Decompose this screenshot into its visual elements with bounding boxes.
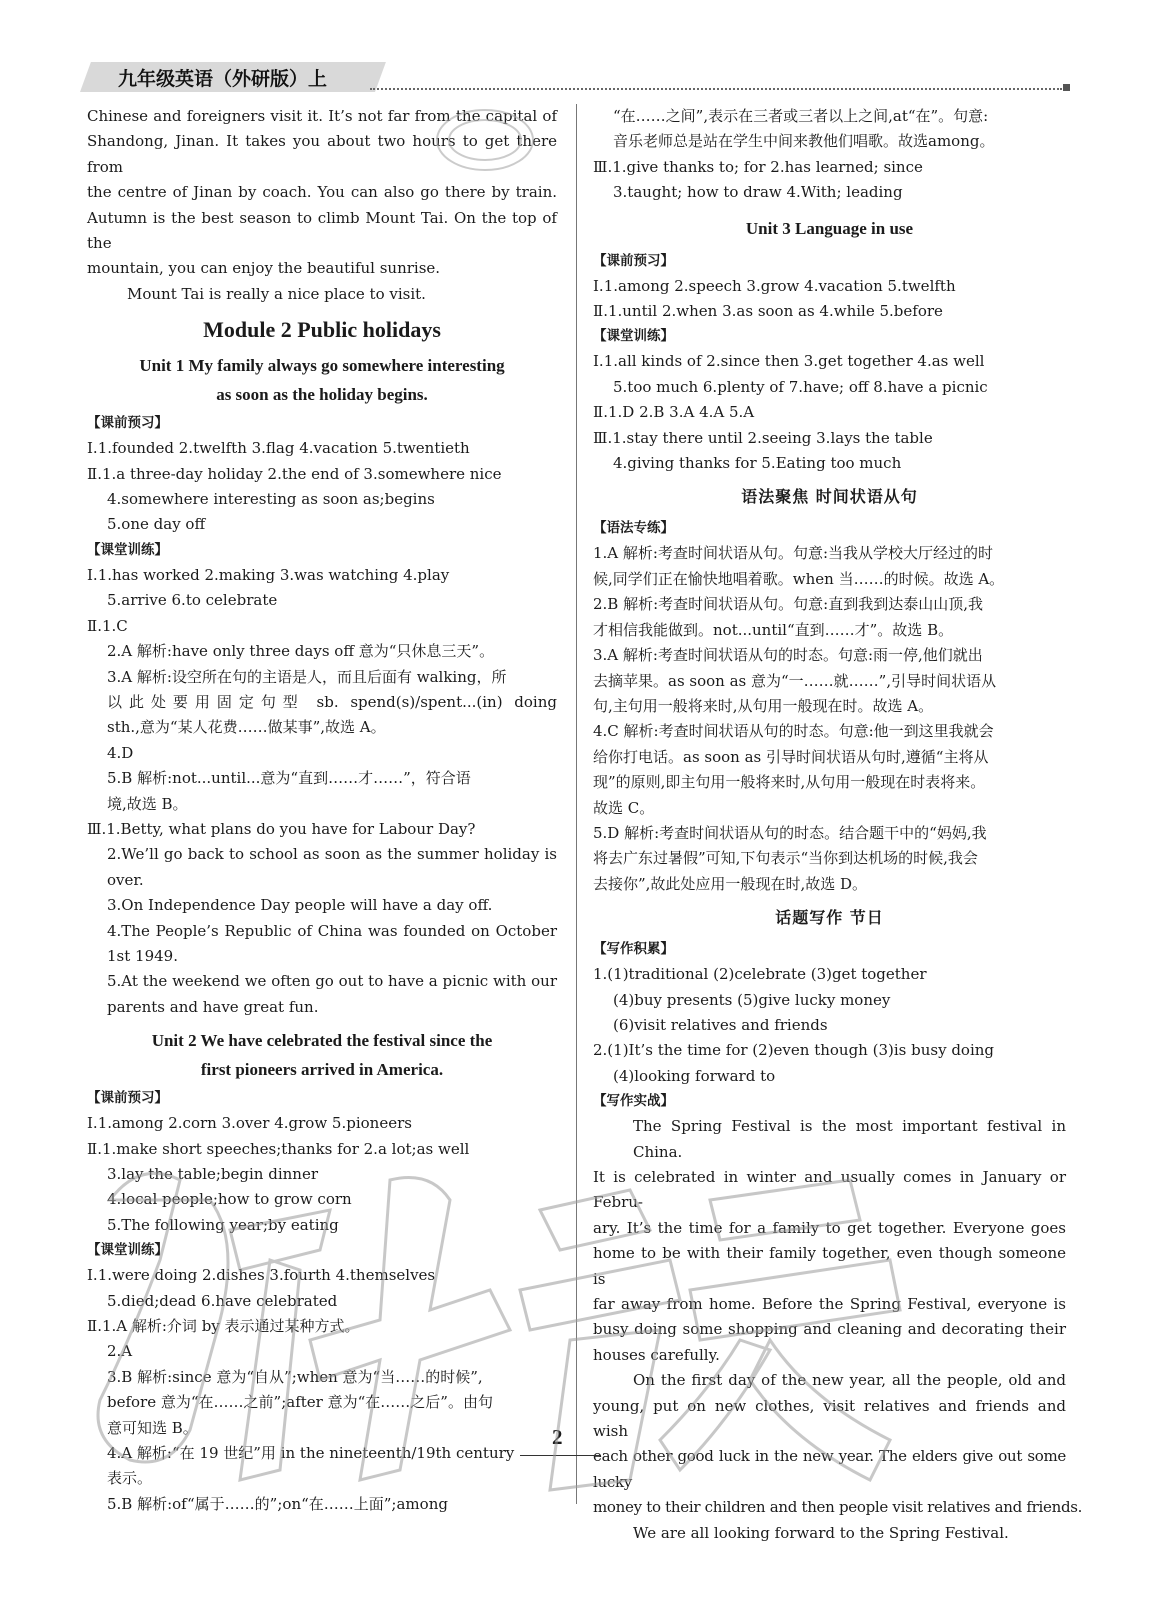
answer-line: Ⅲ.1.Betty, what plans do you have for Labour Day? [87, 819, 476, 838]
grammar-line: 给你打电话。as soon as 引导时间状语从句时,遵循“主将从 [593, 747, 989, 766]
answer-line: 4.somewhere interesting as soon as;begins [107, 490, 435, 509]
answer-line: 3.taught; how to draw 4.With; leading [613, 183, 903, 202]
section-tag: 【课前预习】 [593, 252, 674, 269]
intro-line: the centre of Jinan by coach. You can also go there by train. [87, 183, 557, 202]
answer-line: Ⅰ.1.among 2.corn 3.over 4.grow 5.pioneers [87, 1114, 412, 1133]
unit1-title-line1: Unit 1 My family always go somewhere interesting [139, 356, 505, 376]
answer-line: “在……之间”,表示在三者或三者以上之间,at“在”。句意: [613, 107, 989, 125]
answer-line: Ⅱ.1.C [87, 616, 128, 635]
answer-line: over. [107, 870, 144, 889]
answer-line: 2.A 解析:have only three days off 意为“只休息三天”。 [107, 642, 495, 661]
answer-line: 5.The following year;by eating [107, 1215, 339, 1234]
writing-line: 1.(1)traditional (2)celebrate (3)get together [593, 965, 927, 984]
answer-line: 4.local people;how to grow corn [107, 1190, 352, 1209]
answer-line: Ⅰ.1.among 2.speech 3.grow 4.vacation 5.twelfth [593, 276, 956, 295]
answer-line: 3.B 解析:since 意为“自从”;when 意为“当……的时候”, [107, 1367, 483, 1386]
essay-line: The Spring Festival is the most important festival in China. [633, 1117, 1066, 1161]
essay-line: young, put on new clothes, visit relatives and friends and wish [593, 1396, 1066, 1441]
grammar-line: 去摘苹果。as soon as 意为“一……就……”,引导时间状语从 [593, 671, 997, 690]
unit2-title-line1: Unit 2 We have celebrated the festival since the [151, 1031, 493, 1051]
header-end-square [1063, 84, 1070, 91]
essay-line: We are all looking forward to the Spring Festival. [633, 1523, 1009, 1542]
answer-line: Ⅱ.1.A 解析:介词 by 表示通过某种方式。 [87, 1317, 360, 1336]
essay-line: ary. It’s the time for a family to get together. Everyone goes [593, 1218, 1066, 1237]
unit2-title-line2: first pioneers arrived in America. [200, 1060, 444, 1080]
right-column [593, 104, 1083, 1546]
grammar-line: 1.A 解析:考查时间状语从句。句意:当我从学校大厅经过的时 [593, 544, 994, 563]
grammar-line: 5.D 解析:考查时间状语从句的时态。结合题干中的“妈妈,我 [593, 823, 987, 842]
answer-line: Ⅲ.1.stay there until 2.seeing 3.lays the table [593, 428, 933, 447]
section-tag: 【课前预习】 [87, 1090, 168, 1107]
grammar-line: 故选 C。 [593, 798, 655, 817]
section-tag: 【语法专练】 [593, 520, 674, 537]
grammar-title: 语法聚焦 时间状语从句 [741, 487, 918, 507]
essay-line: houses carefully. [593, 1345, 720, 1364]
answer-line: 4.The People’s Republic of China was founded on October [107, 921, 557, 940]
section-tag: 【课堂训练】 [87, 541, 168, 558]
answer-line: Ⅱ.1.D 2.B 3.A 4.A 5.A [593, 403, 755, 422]
intro-line: mountain, you can enjoy the beautiful sunrise. [87, 259, 441, 278]
answer-line: 5.arrive 6.to celebrate [107, 591, 278, 610]
answer-line: 5.B 解析:of“属于……的”;on“在……上面”;among [107, 1494, 448, 1513]
left-column [87, 104, 557, 1517]
section-tag: 【课堂训练】 [87, 1242, 168, 1259]
intro-line: Shandong, Jinan. It takes you about two hours to get there from [87, 132, 557, 176]
essay-line: home to be with their family together, even though someone is [593, 1244, 1066, 1288]
answer-line: Ⅰ.1.founded 2.twelfth 3.flag 4.vacation 5.twentieth [87, 439, 470, 458]
header-title: 九年级英语（外研版）上 [118, 68, 328, 90]
answer-line: 2.A [107, 1342, 133, 1361]
grammar-line: 句,主句用一般将来时,从句用一般现在时。故选 A。 [593, 696, 934, 715]
page-number: 2 [552, 1425, 563, 1449]
answer-line: Ⅱ.1.until 2.when 3.as soon as 4.while 5.before [593, 302, 943, 321]
answer-line: 1st 1949. [107, 946, 178, 965]
answer-line: before 意为“在……之前”;after 意为“在……之后”。由句 [107, 1393, 493, 1412]
header-dotted-rule [370, 88, 1062, 90]
grammar-line: 去接你”,故此处应用一般现在时,故选 D。 [593, 874, 868, 893]
answer-line: 5.one day off [107, 515, 206, 534]
page-header [80, 58, 1070, 94]
unit1-title-line2: as soon as the holiday begins. [216, 385, 428, 405]
section-tag: 【写作实战】 [593, 1093, 674, 1110]
answer-line: 4.D [107, 743, 134, 762]
answer-line: 4.A 解析:“在 19 世纪”用 in the nineteenth/19th century [107, 1444, 515, 1463]
answer-line: 以此处要用固定句型 sb. spend(s)/spent...(in) doing [107, 692, 557, 711]
writing-line: 2.(1)It’s the time for (2)even though (3)is busy doing [593, 1041, 995, 1060]
answer-line: 3.On Independence Day people will have a day off. [107, 896, 493, 915]
page-number-rule [520, 1455, 600, 1456]
essay-line: far away from home. Before the Spring Festival, everyone is [593, 1295, 1066, 1314]
answer-line: 境,故选 B。 [107, 794, 188, 813]
answer-line: sth.,意为“某人花费……做某事”,故选 A。 [107, 718, 386, 737]
answer-line: 3.A 解析:设空所在句的主语是人，而且后面有 walking，所 [107, 667, 507, 686]
unit3-title: Unit 3 Language in use [745, 218, 914, 238]
answer-line: 5.died;dead 6.have celebrated [107, 1291, 338, 1310]
intro-line: Autumn is the best season to climb Mount Tai. On the top of the [87, 208, 557, 253]
answer-line: 5.too much 6.plenty of 7.have; off 8.have a picnic [613, 377, 988, 396]
answer-line: 音乐老师总是站在学生中间来教他们唱歌。故选among。 [613, 132, 995, 151]
essay-line: busy doing some shopping and cleaning and decorating their [593, 1320, 1066, 1339]
unit1-title [87, 351, 557, 409]
writing-line: (6)visit relatives and friends [613, 1015, 828, 1034]
answer-line: Ⅰ.1.has worked 2.making 3.was watching 4.play [87, 565, 450, 584]
answer-line: Ⅲ.1.give thanks to; for 2.has learned; since [593, 157, 923, 176]
column-divider [576, 104, 577, 1504]
answer-line: Ⅰ.1.all kinds of 2.since then 3.get together 4.as well [593, 352, 985, 371]
intro-last-line: Mount Tai is really a nice place to visit. [127, 284, 426, 303]
section-tag: 【课前预习】 [87, 415, 168, 432]
essay-line: It is celebrated in winter and usually comes in January or Febru- [593, 1168, 1066, 1212]
answer-line: Ⅱ.1.a three-day holiday 2.the end of 3.somewhere nice [87, 464, 502, 483]
section-tag: 【写作积累】 [593, 941, 674, 958]
essay-line: each other good luck in the new year. The elders give out some lucky [593, 1447, 1066, 1491]
answer-line: 表示。 [107, 1469, 153, 1488]
writing-line: (4)buy presents (5)give lucky money [613, 990, 891, 1009]
section-tag: 【课堂训练】 [593, 328, 674, 345]
answer-line: parents and have great fun. [107, 997, 319, 1016]
grammar-line: 候,同学们正在愉快地唱着歌。when 当……的时候。故选 A。 [593, 569, 1005, 588]
answer-line: 4.giving thanks for 5.Eating too much [613, 454, 902, 473]
grammar-line: 3.A 解析:考查时间状语从句的时态。句意:雨一停,他们就出 [593, 646, 983, 665]
answer-line: 意可知选 B。 [107, 1418, 198, 1437]
grammar-line: 4.C 解析:考查时间状语从句的时态。句意:他一到这里我就会 [593, 722, 994, 741]
grammar-line: 才相信我能做到。not...until“直到……才”。故选 B。 [593, 620, 954, 639]
writing-title: 话题写作 节日 [775, 908, 884, 928]
module-title: Module 2 Public holidays [203, 317, 441, 343]
grammar-line: 将去广东过暑假”可知,下句表示“当你到达机场的时候,我会 [593, 849, 978, 868]
unit2-title [87, 1026, 557, 1084]
essay-line: money to their children and then people visit relatives and friends. [593, 1498, 1083, 1517]
answer-line: 5.At the weekend we often go out to have a picnic with our [107, 972, 557, 991]
grammar-line: 2.B 解析:考查时间状语从句。句意:直到我到达泰山山顶,我 [593, 595, 983, 614]
answer-line: 2.We’ll go back to school as soon as the summer holiday is [107, 845, 557, 864]
grammar-line: 现”的原则,即主句用一般将来时,从句用一般现在时表将来。 [593, 773, 986, 792]
answer-line: 5.B 解析:not...until...意为“直到……才……”，符合语 [107, 769, 471, 788]
answer-line: Ⅰ.1.were doing 2.dishes 3.fourth 4.themselves [87, 1266, 436, 1285]
answer-line: Ⅱ.1.make short speeches;thanks for 2.a lot;as well [87, 1139, 470, 1158]
essay-line: On the first day of the new year, all the people, old and [633, 1371, 1066, 1390]
writing-line: (4)looking forward to [613, 1066, 776, 1085]
answer-line: 3.lay the table;begin dinner [107, 1165, 319, 1183]
intro-line: Chinese and foreigners visit it. It’s not far from the capital of [87, 107, 557, 125]
